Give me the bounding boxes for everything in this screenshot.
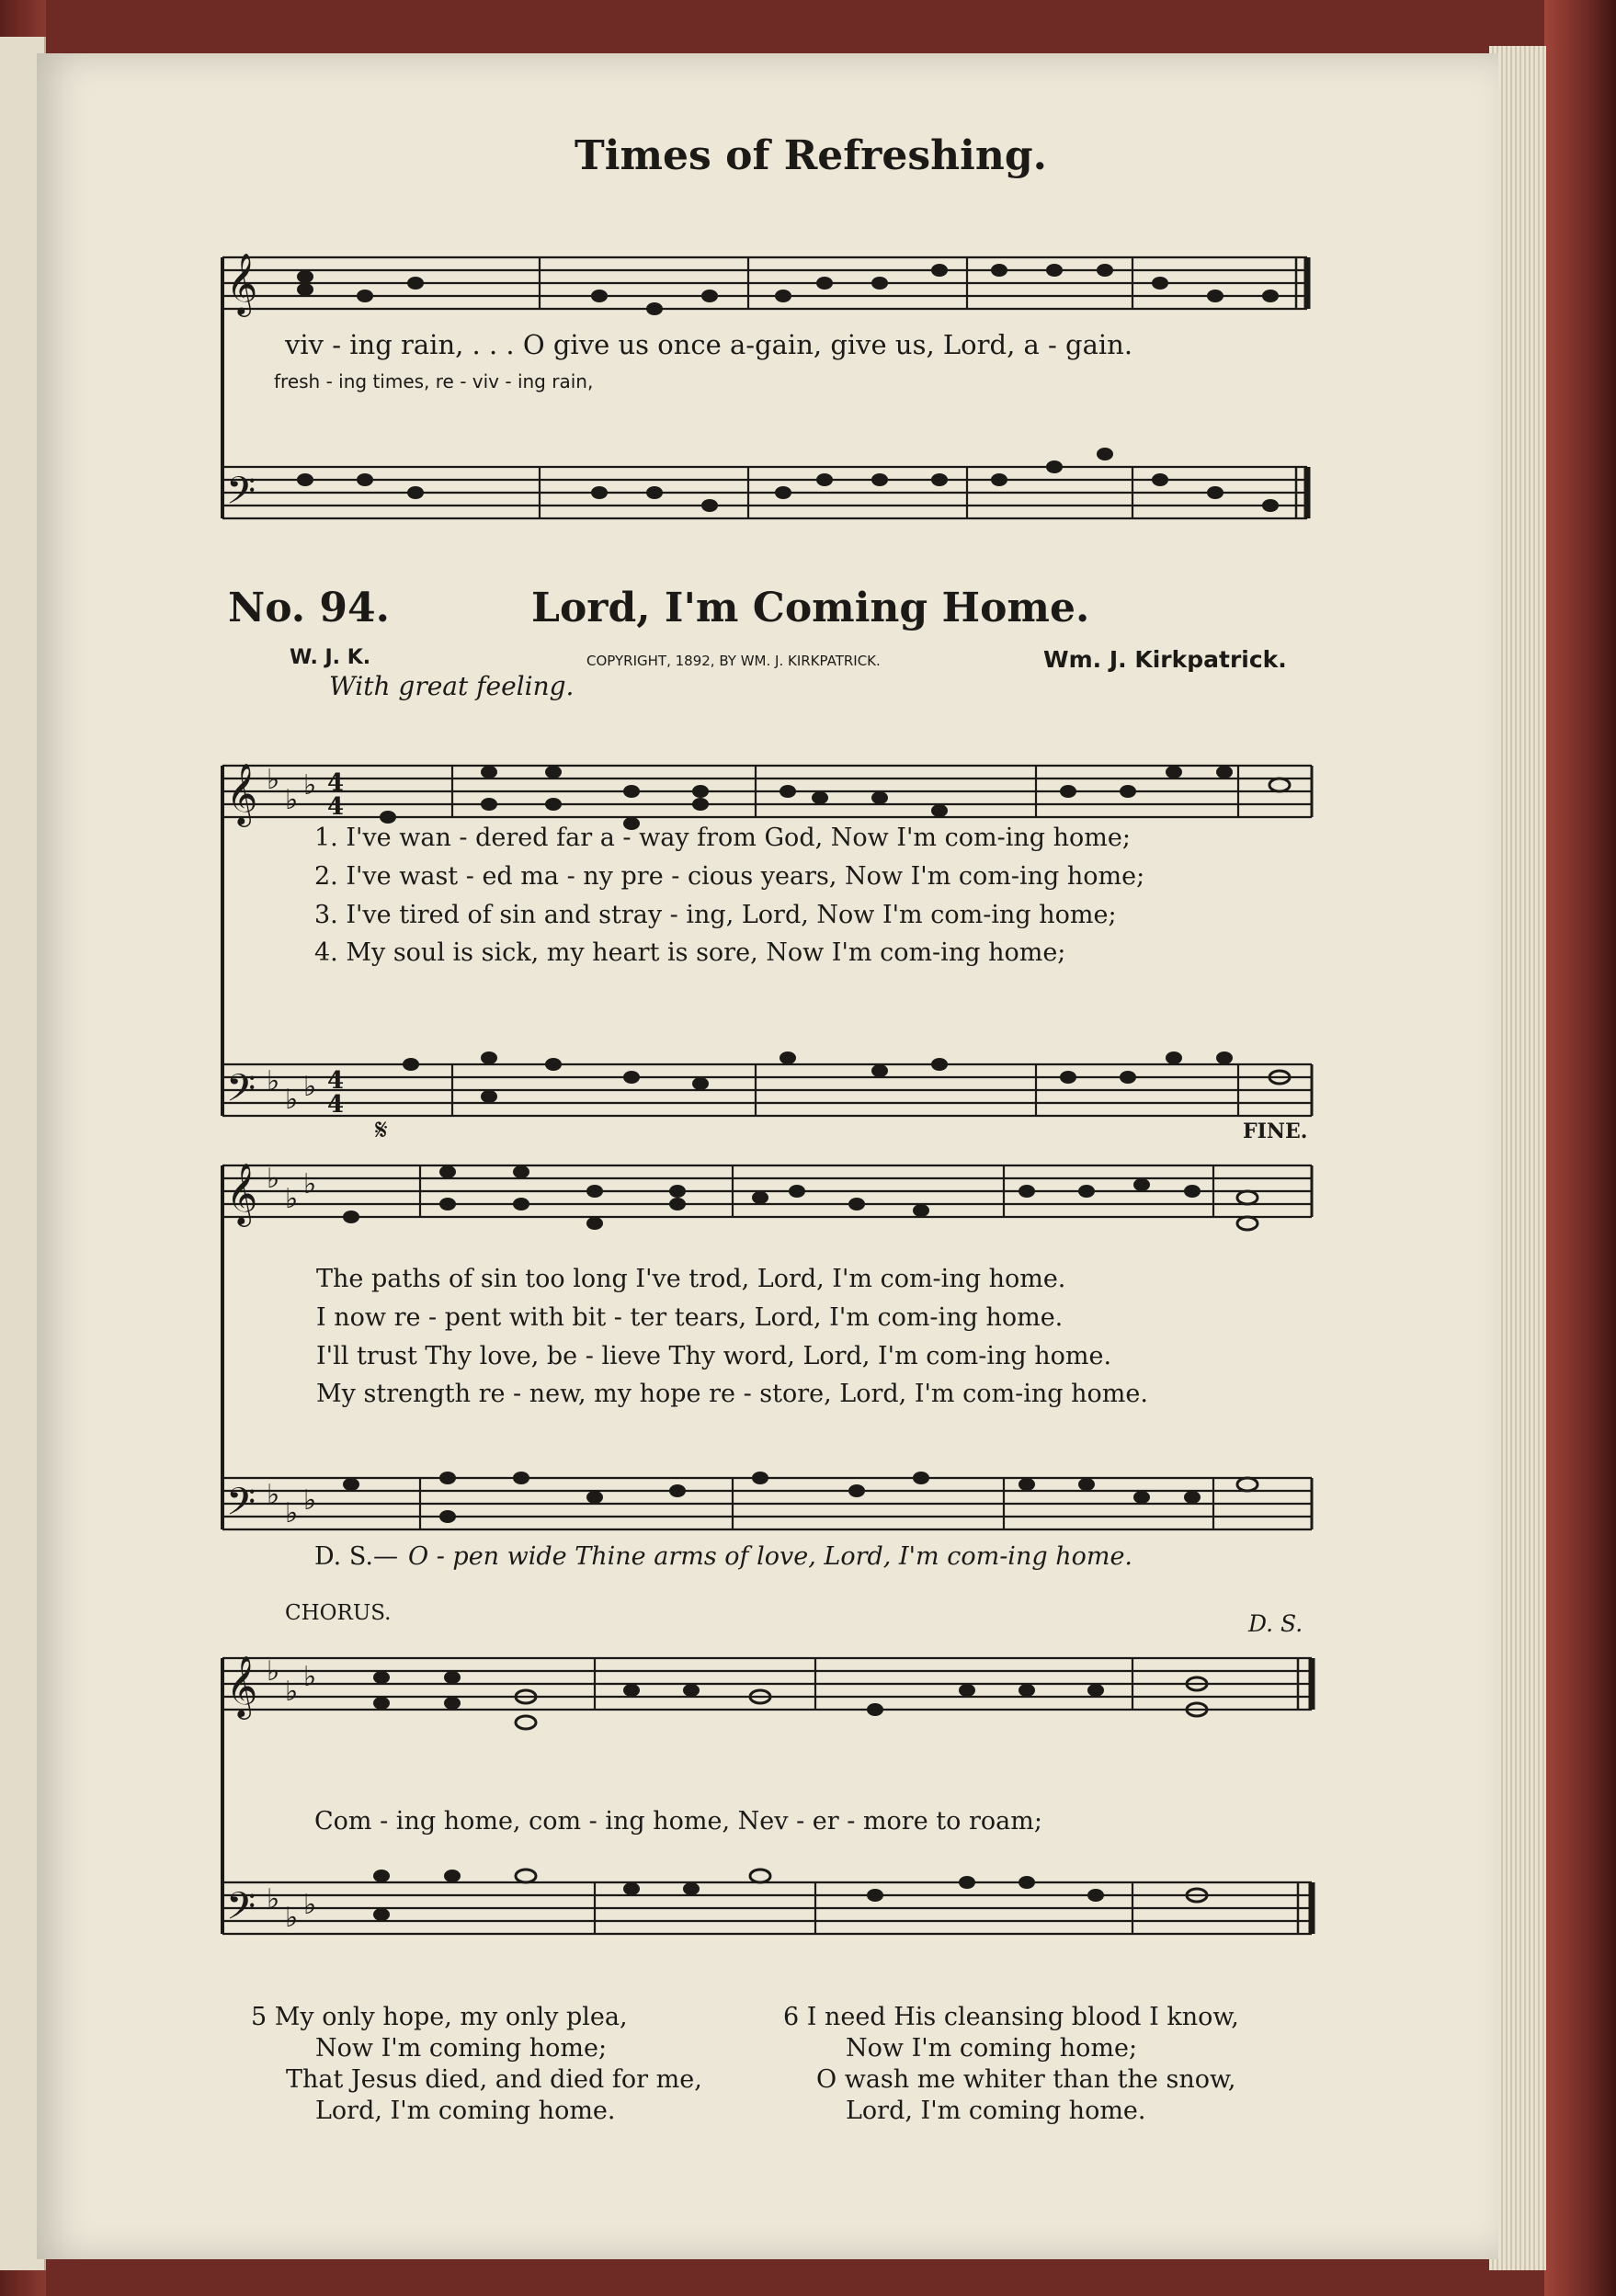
svg-text:♭: ♭ xyxy=(267,1479,280,1511)
svg-text:𝄢: 𝄢 xyxy=(226,469,256,522)
svg-text:♭: ♭ xyxy=(303,1889,317,1921)
svg-text:♭: ♭ xyxy=(303,769,317,801)
fine-marking: FINE. xyxy=(1243,1120,1308,1143)
verse-1-refrain: The paths of sin too long I've trod, Lord, I'm com-ing home. xyxy=(316,1265,1066,1293)
stanza-6-line-1: 6 I need His cleansing blood I know, xyxy=(783,2003,1239,2031)
svg-text:𝄞: 𝄞 xyxy=(226,1654,258,1717)
hymn-number: No. 94. xyxy=(228,585,390,631)
chorus-staves xyxy=(213,1634,1408,1965)
ds-lyric-line: O - pen wide Thine arms of love, Lord, I'm com-ing home. xyxy=(408,1542,1133,1571)
hymnal-page xyxy=(37,53,1498,2259)
svg-text:𝄢: 𝄢 xyxy=(226,1066,256,1120)
svg-text:♭: ♭ xyxy=(303,1484,317,1517)
svg-text:♭: ♭ xyxy=(267,764,280,796)
svg-text:𝄢: 𝄢 xyxy=(226,1480,256,1533)
verse-3-line: 3. I've tired of sin and stray - ing, Lord, Now I'm com-ing home; xyxy=(314,901,1117,929)
stanza-5-line-3: That Jesus died, and died for me, xyxy=(286,2065,702,2094)
stanza-6 xyxy=(783,2002,1239,2127)
verse-2-line: 2. I've wast - ed ma - ny pre - cious years, Now I'm com-ing home; xyxy=(314,862,1145,891)
ds-mark: D. S. xyxy=(1248,1610,1303,1637)
svg-text:𝄞: 𝄞 xyxy=(226,1162,258,1224)
svg-text:4: 4 xyxy=(327,769,345,797)
svg-text:♭: ♭ xyxy=(267,1065,280,1097)
stanza-5-line-2: Now I'm coming home; xyxy=(315,2034,608,2063)
composer: Wm. J. Kirkpatrick. xyxy=(1043,646,1287,673)
stanza-5-line-1: 5 My only hope, my only plea, xyxy=(251,2003,628,2031)
svg-text:𝄞: 𝄞 xyxy=(226,252,258,314)
stanza-6-line-2: Now I'm coming home; xyxy=(846,2034,1138,2063)
prev-hymn-title: Times of Refreshing. xyxy=(575,132,1047,179)
chorus-lyric: Com - ing home, com - ing home, Nev - er - more to roam; xyxy=(314,1807,1042,1836)
hymn-title: Lord, I'm Coming Home. xyxy=(531,585,1090,631)
svg-text:♭: ♭ xyxy=(267,1883,280,1915)
words-author: W. J. K. xyxy=(290,646,371,669)
right-cover xyxy=(1544,0,1616,2296)
verse-1-line: 1. I've wan - dered far a - way from God, Now I'm com-ing home; xyxy=(314,824,1131,852)
verse-4-refrain: My strength re - new, my hope re - store, Lord, I'm com-ing home. xyxy=(316,1380,1148,1408)
svg-text:♭: ♭ xyxy=(285,1183,299,1215)
svg-text:♭: ♭ xyxy=(267,1655,280,1688)
stanza-6-line-4: Lord, I'm coming home. xyxy=(846,2097,1146,2125)
svg-text:♭: ♭ xyxy=(285,1676,299,1708)
svg-text:4: 4 xyxy=(327,793,345,821)
tempo-marking: With great feeling. xyxy=(329,671,575,701)
svg-text:4: 4 xyxy=(327,1067,345,1095)
svg-text:𝄢: 𝄢 xyxy=(226,1884,256,1938)
svg-text:♭: ♭ xyxy=(285,1084,299,1116)
chorus-label: CHORUS. xyxy=(285,1601,392,1625)
svg-text:𝄞: 𝄞 xyxy=(226,762,258,824)
ds-label: D. S.— xyxy=(314,1542,398,1571)
svg-text:♭: ♭ xyxy=(285,1902,299,1934)
stanza-5-line-4: Lord, I'm coming home. xyxy=(315,2097,616,2125)
svg-text:♭: ♭ xyxy=(285,784,299,816)
svg-text:♭: ♭ xyxy=(303,1661,317,1693)
verse-4-line: 4. My soul is sick, my heart is sore, Now I'm com-ing home; xyxy=(314,938,1066,967)
prev-hymn-staves xyxy=(213,219,1408,605)
svg-text:4: 4 xyxy=(327,1091,345,1119)
svg-text:♭: ♭ xyxy=(267,1163,280,1195)
stanza-5 xyxy=(251,2002,702,2127)
verse-2-refrain: I now re - pent with bit - ter tears, Lord, I'm com-ing home. xyxy=(316,1303,1064,1332)
prev-hymn-lyric-1: viv - ing rain, . . . O give us once a-gain, give us, Lord, a - gain. xyxy=(285,329,1133,360)
svg-text:♭: ♭ xyxy=(303,1168,317,1200)
copyright-notice: COPYRIGHT, 1892, BY WM. J. KIRKPATRICK. xyxy=(586,653,881,669)
verse-3-refrain: I'll trust Thy love, be - lieve Thy word, Lord, I'm com-ing home. xyxy=(316,1342,1112,1370)
segno-sign: 𝄋 xyxy=(375,1112,388,1147)
svg-text:♭: ♭ xyxy=(285,1497,299,1529)
prev-hymn-lyric-2: fresh - ing times, re - viv - ing rain, xyxy=(274,370,594,392)
stanza-6-line-3: O wash me whiter than the snow, xyxy=(816,2065,1236,2094)
svg-text:♭: ♭ xyxy=(303,1071,317,1103)
